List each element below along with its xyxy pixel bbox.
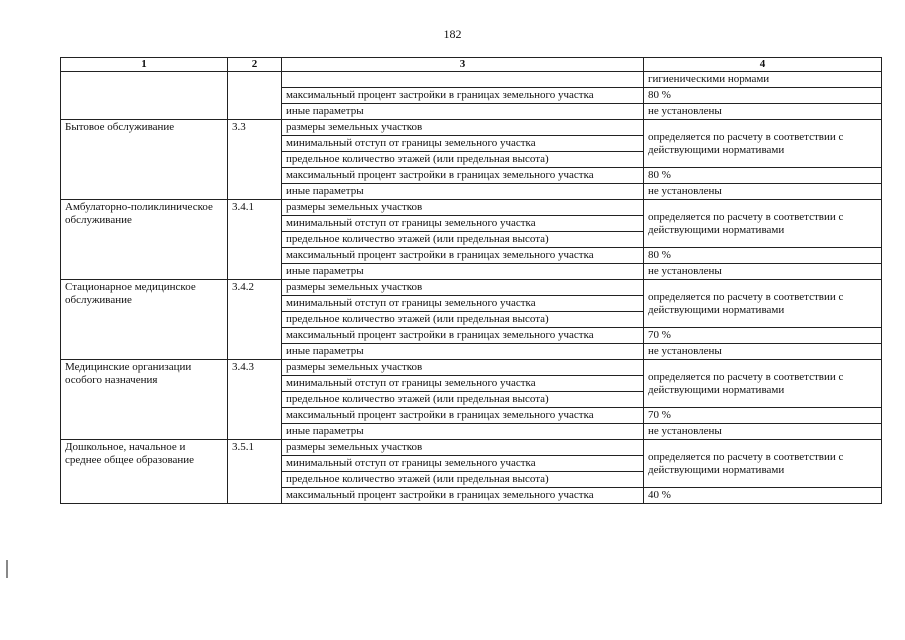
param-cell: минимальный отступ от границы земельного участка: [282, 216, 644, 232]
param-cell: размеры земельных участков: [282, 440, 644, 456]
value-cell: 80 %: [644, 88, 882, 104]
calc-cell: определяется по расчету в соответствии с действующими нормативами: [644, 280, 882, 328]
param-cell: размеры земельных участков: [282, 360, 644, 376]
code-cell-empty: [228, 72, 282, 120]
param-cell: предельное количество этажей (или предельная высота): [282, 152, 644, 168]
param-cell: иные параметры: [282, 264, 644, 280]
calc-cell: определяется по расчету в соответствии с действующими нормативами: [644, 120, 882, 168]
table-row: [61, 440, 882, 456]
value-cell: гигиеническими нормами: [644, 72, 882, 88]
param-cell: максимальный процент застройки в границах земельного участка: [282, 168, 644, 184]
param-cell: предельное количество этажей (или предельная высота): [282, 392, 644, 408]
param-cell: размеры земельных участков: [282, 200, 644, 216]
header-col-3: 3: [282, 58, 644, 72]
percent-cell: 70 %: [644, 328, 882, 344]
page-number: 182: [443, 27, 462, 41]
param-cell: минимальный отступ от границы земельного участка: [282, 456, 644, 472]
param-cell: иные параметры: [282, 104, 644, 120]
name-cell-empty: [61, 72, 228, 120]
other-cell: не установлены: [644, 424, 882, 440]
scan-mark: [6, 560, 8, 578]
param-cell: размеры земельных участков: [282, 120, 644, 136]
table-row: [61, 280, 882, 296]
param-cell: минимальный отступ от границы земельного участка: [282, 136, 644, 152]
usage-name: Бытовое обслуживание: [61, 120, 228, 200]
param-cell: минимальный отступ от границы земельного участка: [282, 296, 644, 312]
percent-cell: 70 %: [644, 408, 882, 424]
percent-cell: 80 %: [644, 168, 882, 184]
table-row: [61, 360, 882, 376]
param-cell: иные параметры: [282, 344, 644, 360]
usage-code: 3.3: [228, 120, 282, 200]
usage-name: Медицинские организации особого назначения: [61, 360, 228, 440]
other-cell: не установлены: [644, 264, 882, 280]
usage-code: 3.4.1: [228, 200, 282, 280]
usage-name: Стационарное медицинское обслуживание: [61, 280, 228, 360]
usage-name: Амбулаторно-поликлиническое обслуживание: [61, 200, 228, 280]
param-cell: максимальный процент застройки в границах земельного участка: [282, 328, 644, 344]
param-cell: максимальный процент застройки в границах земельного участка: [282, 88, 644, 104]
usage-code: 3.4.2: [228, 280, 282, 360]
param-cell-empty: [282, 72, 644, 88]
param-cell: максимальный процент застройки в границах земельного участка: [282, 488, 644, 504]
param-cell: максимальный процент застройки в границах земельного участка: [282, 408, 644, 424]
calc-cell: определяется по расчету в соответствии с действующими нормативами: [644, 440, 882, 488]
other-cell: не установлены: [644, 344, 882, 360]
param-cell: максимальный процент застройки в границах земельного участка: [282, 248, 644, 264]
usage-code: 3.5.1: [228, 440, 282, 504]
table-row: [61, 72, 882, 88]
table-body: [61, 72, 882, 504]
header-col-4: 4: [644, 58, 882, 72]
table-row: [61, 120, 882, 136]
percent-cell: 80 %: [644, 248, 882, 264]
param-cell: предельное количество этажей (или предельная высота): [282, 312, 644, 328]
usage-code: 3.4.3: [228, 360, 282, 440]
usage-name: Дошкольное, начальное и среднее общее образование: [61, 440, 228, 504]
param-cell: предельное количество этажей (или предельная высота): [282, 472, 644, 488]
calc-cell: определяется по расчету в соответствии с действующими нормативами: [644, 360, 882, 408]
param-cell: минимальный отступ от границы земельного участка: [282, 376, 644, 392]
percent-cell: 40 %: [644, 488, 882, 504]
calc-cell: определяется по расчету в соответствии с действующими нормативами: [644, 200, 882, 248]
table-row: [61, 200, 882, 216]
other-cell: не установлены: [644, 184, 882, 200]
header-col-1: 1: [61, 58, 228, 72]
param-cell: иные параметры: [282, 184, 644, 200]
value-cell: не установлены: [644, 104, 882, 120]
param-cell: размеры земельных участков: [282, 280, 644, 296]
regulations-table: [60, 57, 882, 504]
param-cell: иные параметры: [282, 424, 644, 440]
header-row: [61, 58, 882, 72]
param-cell: предельное количество этажей (или предельная высота): [282, 232, 644, 248]
header-col-2: 2: [228, 58, 282, 72]
